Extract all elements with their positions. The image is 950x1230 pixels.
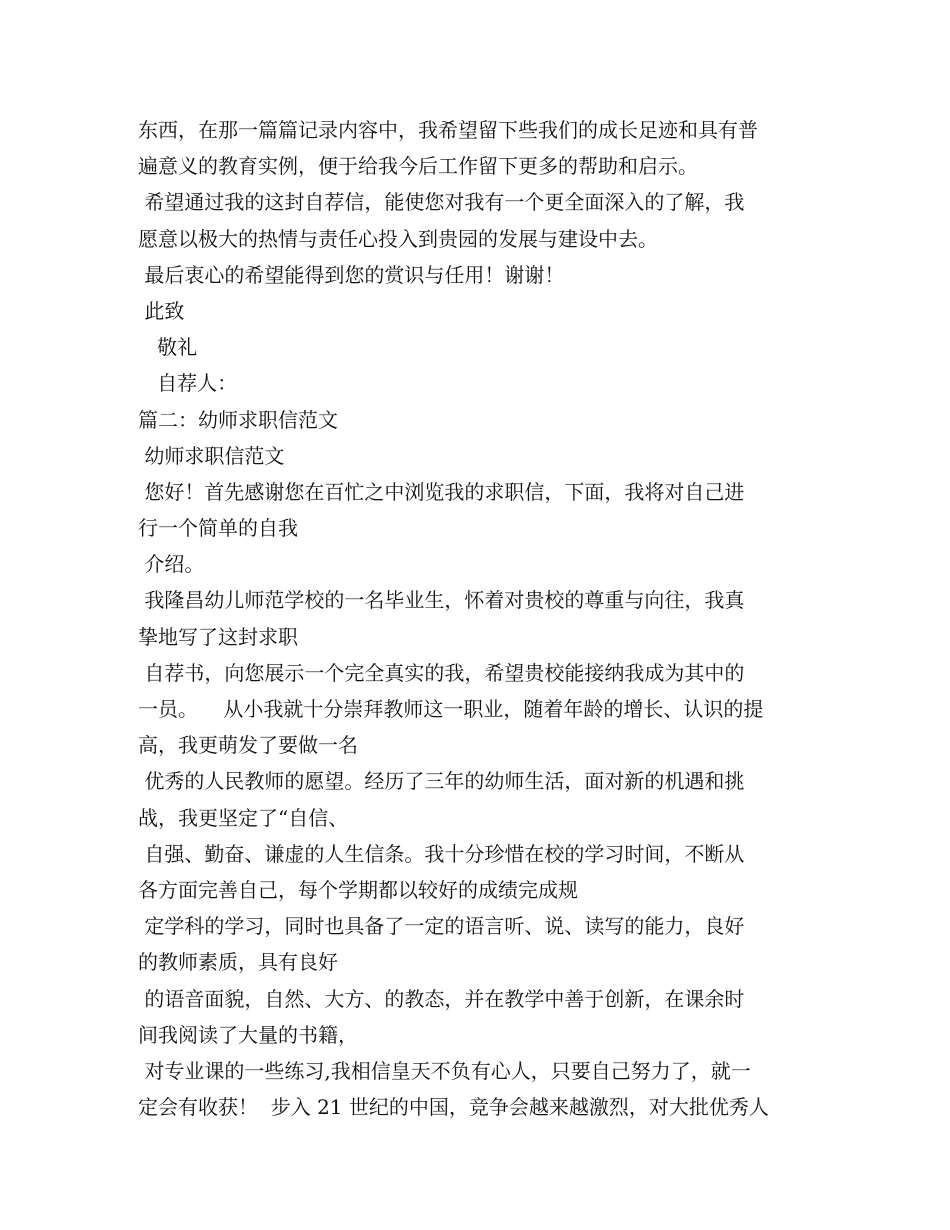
text-line: 优秀的人民教师的愿望。经历了三年的幼师生活，面对新的机遇和挑: [138, 769, 745, 794]
closing-salutation: 此致: [138, 298, 185, 323]
document-text-body: [138, 112, 818, 1125]
text-line: 行一个简单的自我: [138, 516, 298, 541]
section-heading: 篇二：幼师求职信范文: [138, 407, 338, 432]
text-line: 自强、勤奋、谦虚的人生信条。我十分珍惜在校的学习时间，不断从: [138, 841, 745, 866]
text-line: 东西，在那一篇篇记录内容中，我希望留下些我们的成长足迹和具有普: [138, 118, 758, 142]
text-line: 对专业课的一些练习,我相信皇天不负有心人，只要自己努力了，就一: [138, 1058, 751, 1083]
text-line: 我隆昌幼儿师范学校的一名毕业生，怀着对贵校的尊重与向往，我真: [138, 588, 745, 613]
text-line: 最后衷心的希望能得到您的赏识与任用！谢谢！: [138, 262, 565, 287]
letter-title: 幼师求职信范文: [138, 443, 285, 468]
text-line: 希望通过我的这封自荐信，能使您对我有一个更全面深入的了解，我: [138, 190, 745, 215]
text-line: 愿意以极大的热情与责任心投入到贵园的发展与建设中去。: [138, 226, 658, 251]
signature-label: 自荐人：: [138, 371, 238, 396]
text-line: 间我阅读了大量的书籍，: [138, 1022, 358, 1047]
text-line: 一员。 从小我就十分崇拜教师这一职业，随着年龄的增长、认识的提: [138, 697, 764, 721]
text-line: 介绍。: [138, 552, 205, 577]
text-line: 您好！首先感谢您在百忙之中浏览我的求职信，下面，我将对自己进: [138, 479, 745, 504]
text-line: 的教师素质，具有良好: [138, 950, 338, 975]
text-line: 各方面完善自己，每个学期都以较好的成绩完成规: [138, 877, 578, 902]
text-line: 自荐书，向您展示一个完全真实的我，希望贵校能接纳我成为其中的: [138, 660, 745, 685]
text-line: 定会有收获！ 步入 21 世纪的中国，竞争会越来越激烈，对大批优秀人: [138, 1095, 769, 1120]
text-line: 定学科的学习，同时也具备了一定的语言听、说、读写的能力，良好: [138, 914, 745, 939]
text-line: 遍意义的教育实例，便于给我今后工作留下更多的帮助和启示。: [138, 154, 698, 179]
closing-regards: 敬礼: [138, 335, 198, 360]
text-line: 的语音面貌，自然、大方、的教态，并在教学中善于创新，在课余时: [138, 986, 745, 1011]
text-line: 高，我更萌发了要做一名: [138, 733, 358, 758]
text-line: 战，我更坚定了“自信、: [138, 805, 349, 830]
text-line: 挚地写了这封求职: [138, 624, 298, 649]
